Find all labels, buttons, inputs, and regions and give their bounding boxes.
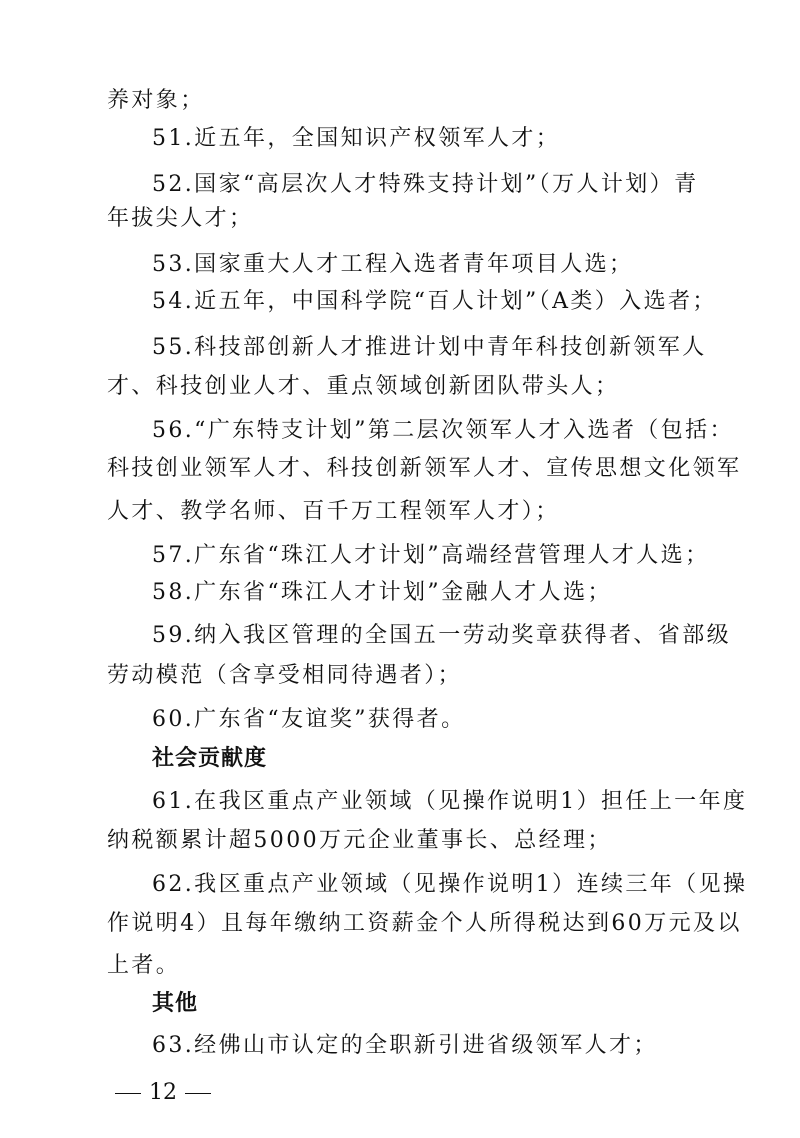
dash-right [185, 1093, 211, 1094]
text-line: 劳动模范（含享受相同待遇者）； [107, 663, 463, 688]
list-item-56: 56.“广东特支计划”第二层次领军人才入选者（包括： [152, 418, 734, 443]
text-line: 上者。 [107, 953, 181, 978]
list-item-55: 55.科技部创新人才推进计划中青年科技创新领军人 [152, 335, 707, 360]
page-number: 12 [149, 1080, 177, 1105]
text-line: 人才、教学名师、百千万工程领军人才）； [107, 499, 560, 524]
dash-left [115, 1093, 141, 1094]
list-item-63: 63.经佛山市认定的全职新引进省级领军人才； [152, 1033, 658, 1058]
list-item-53: 53.国家重大人才工程入选者青年项目人选； [152, 252, 634, 277]
list-item-51: 51.近五年，全国知识产权领军人才； [152, 126, 561, 151]
list-item-52: 52.国家“高层次人才特殊支持计划”（万人计划）青 [152, 172, 699, 197]
text-line: 才、科技创业人才、重点领域创新团队带头人； [107, 374, 620, 399]
list-item-54: 54.近五年，中国科学院“百人计划”（A类）入选者； [152, 289, 717, 314]
list-item-62: 62.我区重点产业领域（见操作说明1）连续三年（见操 [152, 872, 748, 897]
list-item-57: 57.广东省“珠江人才计划”高端经营管理人才人选； [152, 543, 710, 568]
text-line: 养对象； [107, 88, 205, 113]
text-line: 纳税额累计超5000万元企业董事长、总经理； [107, 828, 612, 853]
list-item-58: 58.广东省“珠江人才计划”金融人才人选； [152, 580, 612, 605]
page-footer [107, 1078, 219, 1108]
list-item-59: 59.纳入我区管理的全国五一劳动奖章获得者、省部级 [152, 623, 731, 648]
section-heading-social-contribution: 社会贡献度 [152, 746, 268, 771]
section-heading-other: 其他 [152, 991, 199, 1016]
text-line: 科技创业领军人才、科技创新领军人才、宣传思想文化领军 [107, 456, 742, 481]
list-item-61: 61.在我区重点产业领域（见操作说明1）担任上一年度 [152, 789, 748, 814]
text-line: 作说明4）且每年缴纳工资薪金个人所得税达到60万元及以 [107, 911, 742, 936]
list-item-60: 60.广东省“友谊奖”获得者。 [152, 707, 466, 732]
text-line: 年拔尖人才； [107, 206, 254, 231]
